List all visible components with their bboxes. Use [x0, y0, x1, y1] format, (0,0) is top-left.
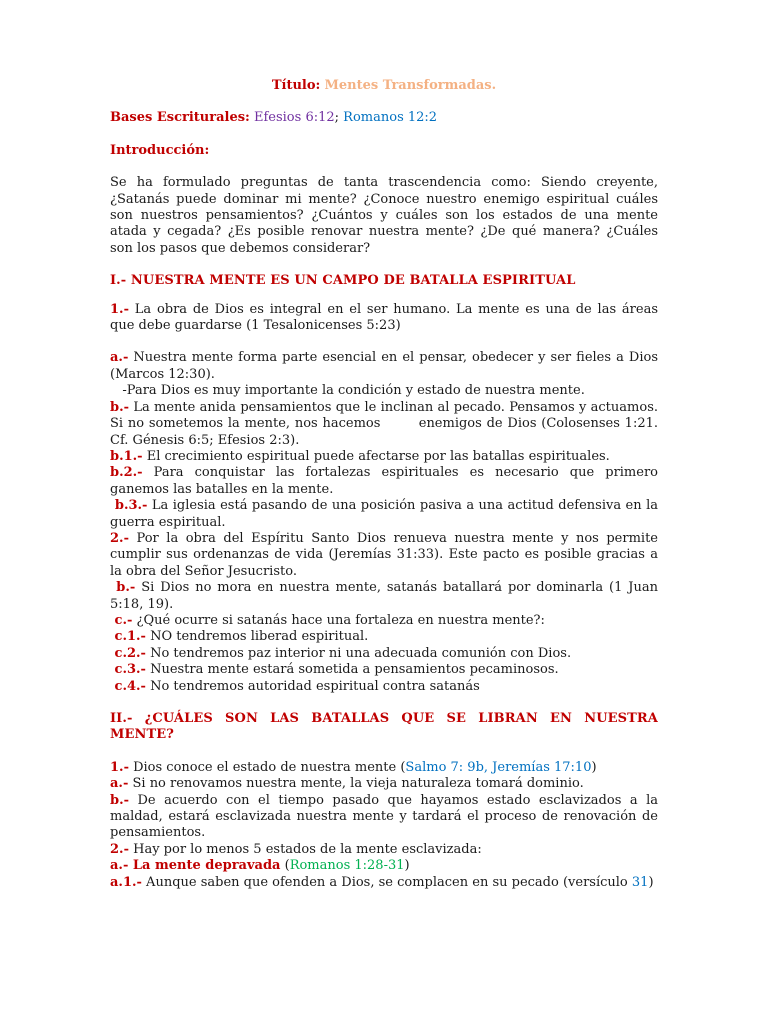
- section-1-item: [110, 679, 658, 695]
- item-marker: a.-: [110, 858, 129, 874]
- bases-separator: ;: [334, 110, 340, 126]
- intro-paragraph: Se ha formulado preguntas de tanta trascendencia como: Siendo creyente, ¿Satanás puede dominar mi mente? ¿Conoce nuestro enemigo espiritual cuáles son nuestros pensamientos? ¿Cuántos y cuáles son los estados de una mente atada y cegada? ¿Es posible renovar nuestra mente? ¿De qué manera? ¿Cuáles son los pasos que debemos considerar?: [110, 175, 658, 256]
- section-1-item: [110, 350, 663, 383]
- title-value: Mentes Transformadas.: [324, 78, 497, 93]
- item-marker: 1.-: [110, 301, 129, 317]
- item-text: El crecimiento espiritual puede afectarse por las batallas espirituales.: [142, 448, 610, 464]
- section-2-item-2a: [110, 858, 658, 874]
- section-2-item-b: [110, 793, 658, 842]
- item-text: Si Dios no mora en nuestra mente, satanás batallará por dominarla (1 Juan 5:18, 19).: [110, 580, 663, 612]
- bases-line: [110, 110, 658, 126]
- section-1-item: [110, 629, 658, 645]
- item-text: Para conquistar las fortalezas espirituales es necesario que primero ganemos las batalles en la mente.: [110, 465, 663, 497]
- scripture-ref: Salmo 7: 9b, Jeremías 17:10: [405, 759, 592, 775]
- item-bold-text: La mente depravada: [128, 858, 281, 874]
- item-text: La mente anida pensamientos que le inclinan al pecado. Pensamos y actuamos. Si no sometemos la mente, nos hacemos enemigos de Dios (Colosenses 1:21. Cf. Génesis 6:5; Efesios 2:3).: [110, 399, 663, 448]
- item-marker: a.-: [110, 776, 129, 792]
- item-text: Nuestra mente estará sometida a pensamientos pecaminosos.: [145, 662, 559, 678]
- item-text: No tendremos autoridad espiritual contra satanás: [145, 678, 480, 694]
- item-marker: 1.-: [110, 759, 129, 775]
- scripture-ref: Romanos 1:28-31: [289, 858, 405, 874]
- item-text: La obra de Dios es integral en el ser humano. La mente es una de las áreas que debe guardarse (1 Tesalonicenses 5:23): [110, 301, 663, 334]
- title-line: [110, 78, 658, 94]
- section-1-items: [110, 301, 663, 695]
- section-1-item: [110, 383, 658, 399]
- item-text-end: ): [591, 759, 597, 775]
- item-marker: 2.-: [110, 841, 129, 857]
- item-marker: c.3.-: [110, 662, 146, 678]
- item-text: ¿Qué ocurre si satanás hace una fortaleza en nuestra mente?:: [132, 612, 545, 628]
- item-text: Nuestra mente forma parte esencial en el pensar, obedecer y ser fieles a Dios (Marcos 12:30).: [110, 350, 663, 382]
- item-text-end: ): [648, 874, 654, 890]
- item-text: De acuerdo con el tiempo pasado que hayamos estado esclavizados a la maldad, estará esclavizada nuestra mente y tardará el proceso de renovación de pensamientos.: [110, 792, 658, 841]
- item-marker: a.-: [110, 350, 129, 366]
- document-page: [110, 78, 663, 891]
- section-1-heading: I.- NUESTRA MENTE ES UN CAMPO DE BATALLA ESPIRITUAL: [110, 273, 576, 289]
- bases-ref-efesios: Efesios 6:12: [253, 110, 335, 126]
- item-marker: b.1.-: [110, 448, 143, 464]
- item-text: Dios conoce el estado de nuestra mente (: [128, 759, 406, 775]
- section-1-item: [110, 465, 663, 498]
- section-1-item: [110, 449, 658, 465]
- section-1-item: [110, 530, 663, 580]
- section-1-item: [110, 613, 658, 629]
- item-text: -Para Dios es muy importante la condición y estado de nuestra mente.: [110, 383, 585, 399]
- section-1-item: [110, 399, 663, 449]
- item-text: Hay por lo menos 5 estados de la mente esclavizada:: [128, 841, 482, 857]
- item-text: La iglesia está pasando de una posición pasiva a una actitud defensiva en la guerra espiritual.: [110, 498, 663, 530]
- section-1-item: [110, 498, 663, 531]
- item-marker: b.3.-: [110, 498, 148, 514]
- item-text-end: ): [404, 858, 410, 874]
- section-1-item: [110, 301, 663, 335]
- scripture-ref: 31: [631, 874, 649, 890]
- item-marker: b.2.-: [110, 465, 143, 481]
- item-marker: c.4.-: [110, 678, 146, 694]
- section-2-item-a: [110, 776, 658, 792]
- title-label: Título:: [271, 78, 321, 93]
- section-2-item-2: [110, 842, 658, 858]
- section-2-heading: II.- ¿CUÁLES SON LAS BATALLAS QUE SE LIBRAN EN NUESTRA MENTE?: [110, 711, 658, 743]
- item-marker: 2.-: [110, 530, 129, 546]
- item-text: Por la obra del Espíritu Santo Dios renueva nuestra mente y nos permite cumplir sus ordenanzas de vida (Jeremías 31:33). Este pacto es posible gracias a la obra del Señor Jesucristo.: [110, 530, 663, 579]
- item-text: No tendremos paz interior ni una adecuada comunión con Dios.: [145, 645, 572, 661]
- item-text: NO tendremos liberad espiritual.: [145, 629, 369, 645]
- item-marker: b.-: [110, 580, 136, 596]
- intro-heading: Introducción:: [110, 142, 210, 158]
- item-text: (: [280, 858, 290, 874]
- section-1-item: [110, 580, 663, 613]
- section-1-item: [110, 646, 658, 662]
- section-2-item-2a1: [110, 875, 658, 891]
- section-2-item-1: [110, 760, 658, 776]
- item-marker: b.-: [110, 399, 130, 415]
- bases-label: Bases Escriturales:: [110, 110, 250, 126]
- item-marker: a.1.-: [110, 874, 142, 890]
- item-text: Si no renovamos nuestra mente, la vieja naturaleza tomará dominio.: [128, 776, 584, 792]
- item-marker: c.-: [110, 612, 133, 628]
- bases-ref-romanos: Romanos 12:2: [343, 110, 438, 126]
- section-1-item: [110, 662, 658, 678]
- item-marker: c.2.-: [110, 645, 146, 661]
- item-marker: b.-: [110, 792, 130, 808]
- item-marker: c.1.-: [110, 629, 146, 645]
- item-text: Aunque saben que ofenden a Dios, se complacen en su pecado (versículo: [141, 874, 632, 890]
